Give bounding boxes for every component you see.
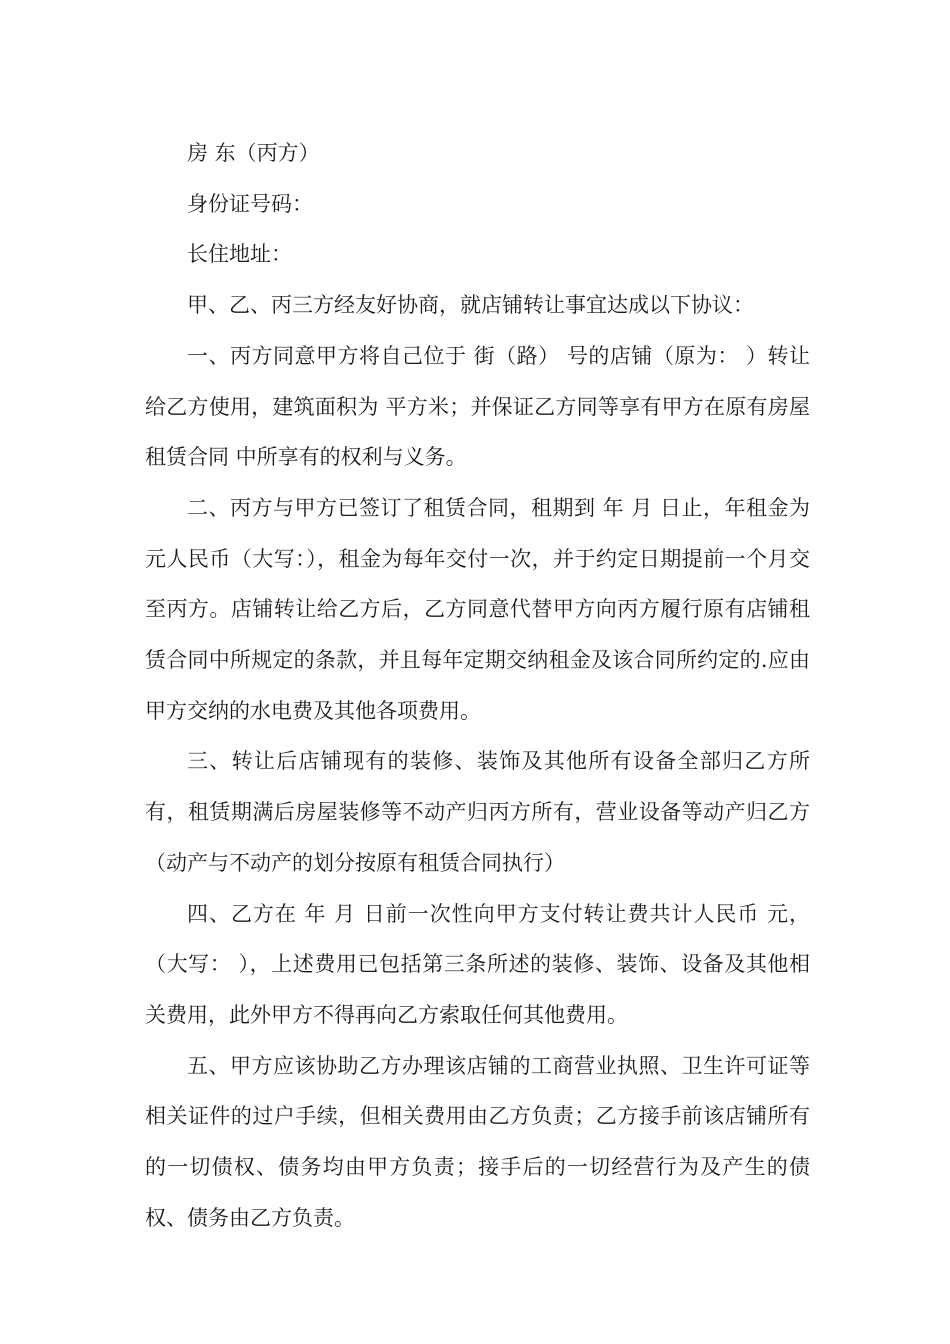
clause-1: 一、丙方同意甲方将自己位于 街（路） 号的店铺（原为： ）转让给乙方使用，建筑面积为 平方米；并保证乙方同等享有甲方在原有房屋租赁合同 中所享有的权利与义务。 <box>145 343 810 470</box>
id-number-label: 身份证号码： <box>187 191 313 216</box>
document-body <box>145 128 817 1243</box>
clause-4: 四、乙方在 年 月 日前一次性向甲方支付转让费共计人民币 元，（大写： ），上述费用已包括第三条所述的装修、装饰、设备及其他相关费用，此外甲方不得再向乙方索取任何其他费用。 <box>145 901 810 1027</box>
address-label: 长住地址： <box>187 242 292 267</box>
agreement-intro: 甲、乙、丙三方经友好协商，就店铺转让事宜达成以下协议： <box>187 293 754 318</box>
clause-2: 二、丙方与甲方已签订了租赁合同，租期到 年 月 日止，年租金为 元人民币（大写：），租金为每年交付一次，并于约定日期提前一个月交至丙方。店铺转让给乙方后，乙方同意代替甲方向丙方履行原有店铺租赁合同中所规定的条款，并且每年定期交纳租金及该合同所约定的.应由甲方交纳的水电费及其他各项费用。 <box>145 495 817 723</box>
landlord-label: 房 东（丙方） <box>187 141 320 165</box>
clause-3: 三、转让后店铺现有的装修、装饰及其他所有设备全部归乙方所有，租赁期满后房屋装修等不动产归丙方所有，营业设备等动产归乙方（动产与不动产的划分按原有租赁合同执行） <box>145 749 810 875</box>
clause-5: 五、甲方应该协助乙方办理该店铺的工商营业执照、卫生许可证等相关证件的过户手续，但相关费用由乙方负责；乙方接手前该店铺所有的一切债权、债务均由甲方负责；接手后的一切经营行为及产生的债权、债务由乙方负责。 <box>145 1053 810 1230</box>
